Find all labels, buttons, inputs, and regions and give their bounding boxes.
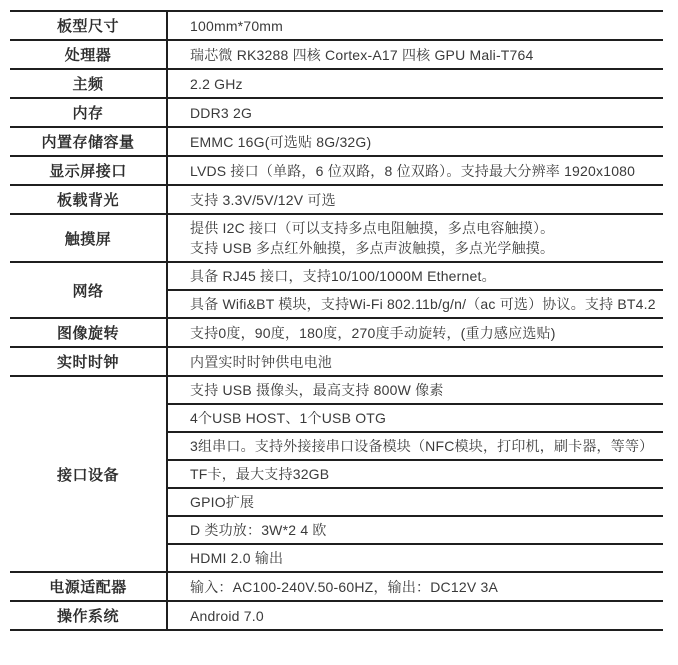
spec-value-cell <box>167 290 663 318</box>
spec-value-cell <box>167 404 663 432</box>
spec-value-line: TF卡，最大支持32GB <box>190 466 330 482</box>
spec-row <box>10 98 663 127</box>
spec-label: 内存 <box>10 98 167 127</box>
spec-value-line: 3组串口。支持外接接串口设备模块（NFC模块，打印机，刷卡器，等等） <box>190 438 654 454</box>
spec-value-cell <box>167 262 663 290</box>
spec-value-cell <box>167 488 663 516</box>
spec-label: 网络 <box>10 262 167 318</box>
spec-value-cell <box>167 544 663 572</box>
spec-value-line: 支持 3.3V/5V/12V 可选 <box>190 191 336 208</box>
spec-value-cell <box>167 376 663 404</box>
spec-label: 实时时钟 <box>10 347 167 376</box>
spec-label: 板型尺寸 <box>10 11 167 40</box>
spec-value-cell <box>167 69 663 98</box>
spec-value-line: 具备 RJ45 接口，支持10/100/1000M Ethernet。 <box>190 268 496 284</box>
spec-value-cell <box>167 185 663 214</box>
spec-row <box>10 318 663 347</box>
spec-label: 图像旋转 <box>10 318 167 347</box>
spec-value-cell <box>167 601 663 630</box>
spec-value-cell <box>167 98 663 127</box>
spec-row <box>10 347 663 376</box>
spec-label: 内置存储容量 <box>10 127 167 156</box>
spec-value-line: 支持0度，90度，180度，270度手动旋转，(重力感应选贴) <box>190 324 556 341</box>
spec-label: 触摸屏 <box>10 214 167 262</box>
spec-row <box>10 572 663 601</box>
spec-value-cell <box>167 156 663 185</box>
spec-value-cell <box>167 572 663 601</box>
spec-label: 处理器 <box>10 40 167 69</box>
spec-row <box>10 11 663 40</box>
spec-label: 主频 <box>10 69 167 98</box>
spec-row <box>10 69 663 98</box>
spec-value-line: D 类功放：3W*2 4 欧 <box>190 522 327 538</box>
spec-value-line: 支持 USB 摄像头，最高支持 800W 像素 <box>190 382 444 398</box>
spec-value-line: 内置实时时钟供电电池 <box>190 353 332 370</box>
spec-value-cell <box>167 516 663 544</box>
spec-value-cell <box>167 214 663 262</box>
spec-label: 板载背光 <box>10 185 167 214</box>
spec-row <box>10 156 663 185</box>
spec-value-line: 瑞芯微 RK3288 四核 Cortex-A17 四核 GPU Mali-T764 <box>190 46 534 63</box>
spec-value-cell <box>167 11 663 40</box>
spec-value-cell <box>167 318 663 347</box>
spec-label: 接口设备 <box>10 376 167 572</box>
spec-value-line: 4个USB HOST、1个USB OTG <box>190 410 387 426</box>
spec-value-line: 100mm*70mm <box>190 17 284 34</box>
spec-value-line: EMMC 16G(可选贴 8G/32G) <box>190 133 372 150</box>
spec-table <box>10 10 663 631</box>
spec-value-line: 具备 Wifi&BT 模块，支持Wi-Fi 802.11b/g/n/（ac 可选）协议。支持 BT4.2 <box>190 296 656 312</box>
spec-value-line: DDR3 2G <box>190 104 253 121</box>
spec-label: 电源适配器 <box>10 572 167 601</box>
spec-value-cell <box>167 460 663 488</box>
spec-row <box>10 127 663 156</box>
spec-row <box>10 262 663 290</box>
spec-value-cell <box>167 432 663 460</box>
spec-value-line: 2.2 GHz <box>190 75 243 92</box>
spec-row <box>10 185 663 214</box>
spec-value-line: GPIO扩展 <box>190 494 255 510</box>
spec-value-cell <box>167 127 663 156</box>
spec-value-cell <box>167 347 663 376</box>
spec-value-cell <box>167 40 663 69</box>
spec-row <box>10 214 663 262</box>
spec-row <box>10 40 663 69</box>
spec-value-line: LVDS 接口（单路，6 位双路，8 位双路）。支持最大分辨率 1920x1080 <box>190 162 636 179</box>
spec-value-line: 提供 I2C 接口（可以支持多点电阻触摸，多点电容触摸）。 <box>190 220 555 236</box>
spec-value-line: 输入：AC100-240V.50-60HZ，输出：DC12V 3A <box>190 578 498 595</box>
spec-value-line: HDMI 2.0 输出 <box>190 550 284 566</box>
spec-value-line: Android 7.0 <box>190 607 264 624</box>
spec-label: 操作系统 <box>10 601 167 630</box>
spec-value-line: 支持 USB 多点红外触摸，多点声波触摸，多点光学触摸。 <box>190 240 555 256</box>
spec-label: 显示屏接口 <box>10 156 167 185</box>
spec-row <box>10 376 663 404</box>
spec-row <box>10 601 663 630</box>
